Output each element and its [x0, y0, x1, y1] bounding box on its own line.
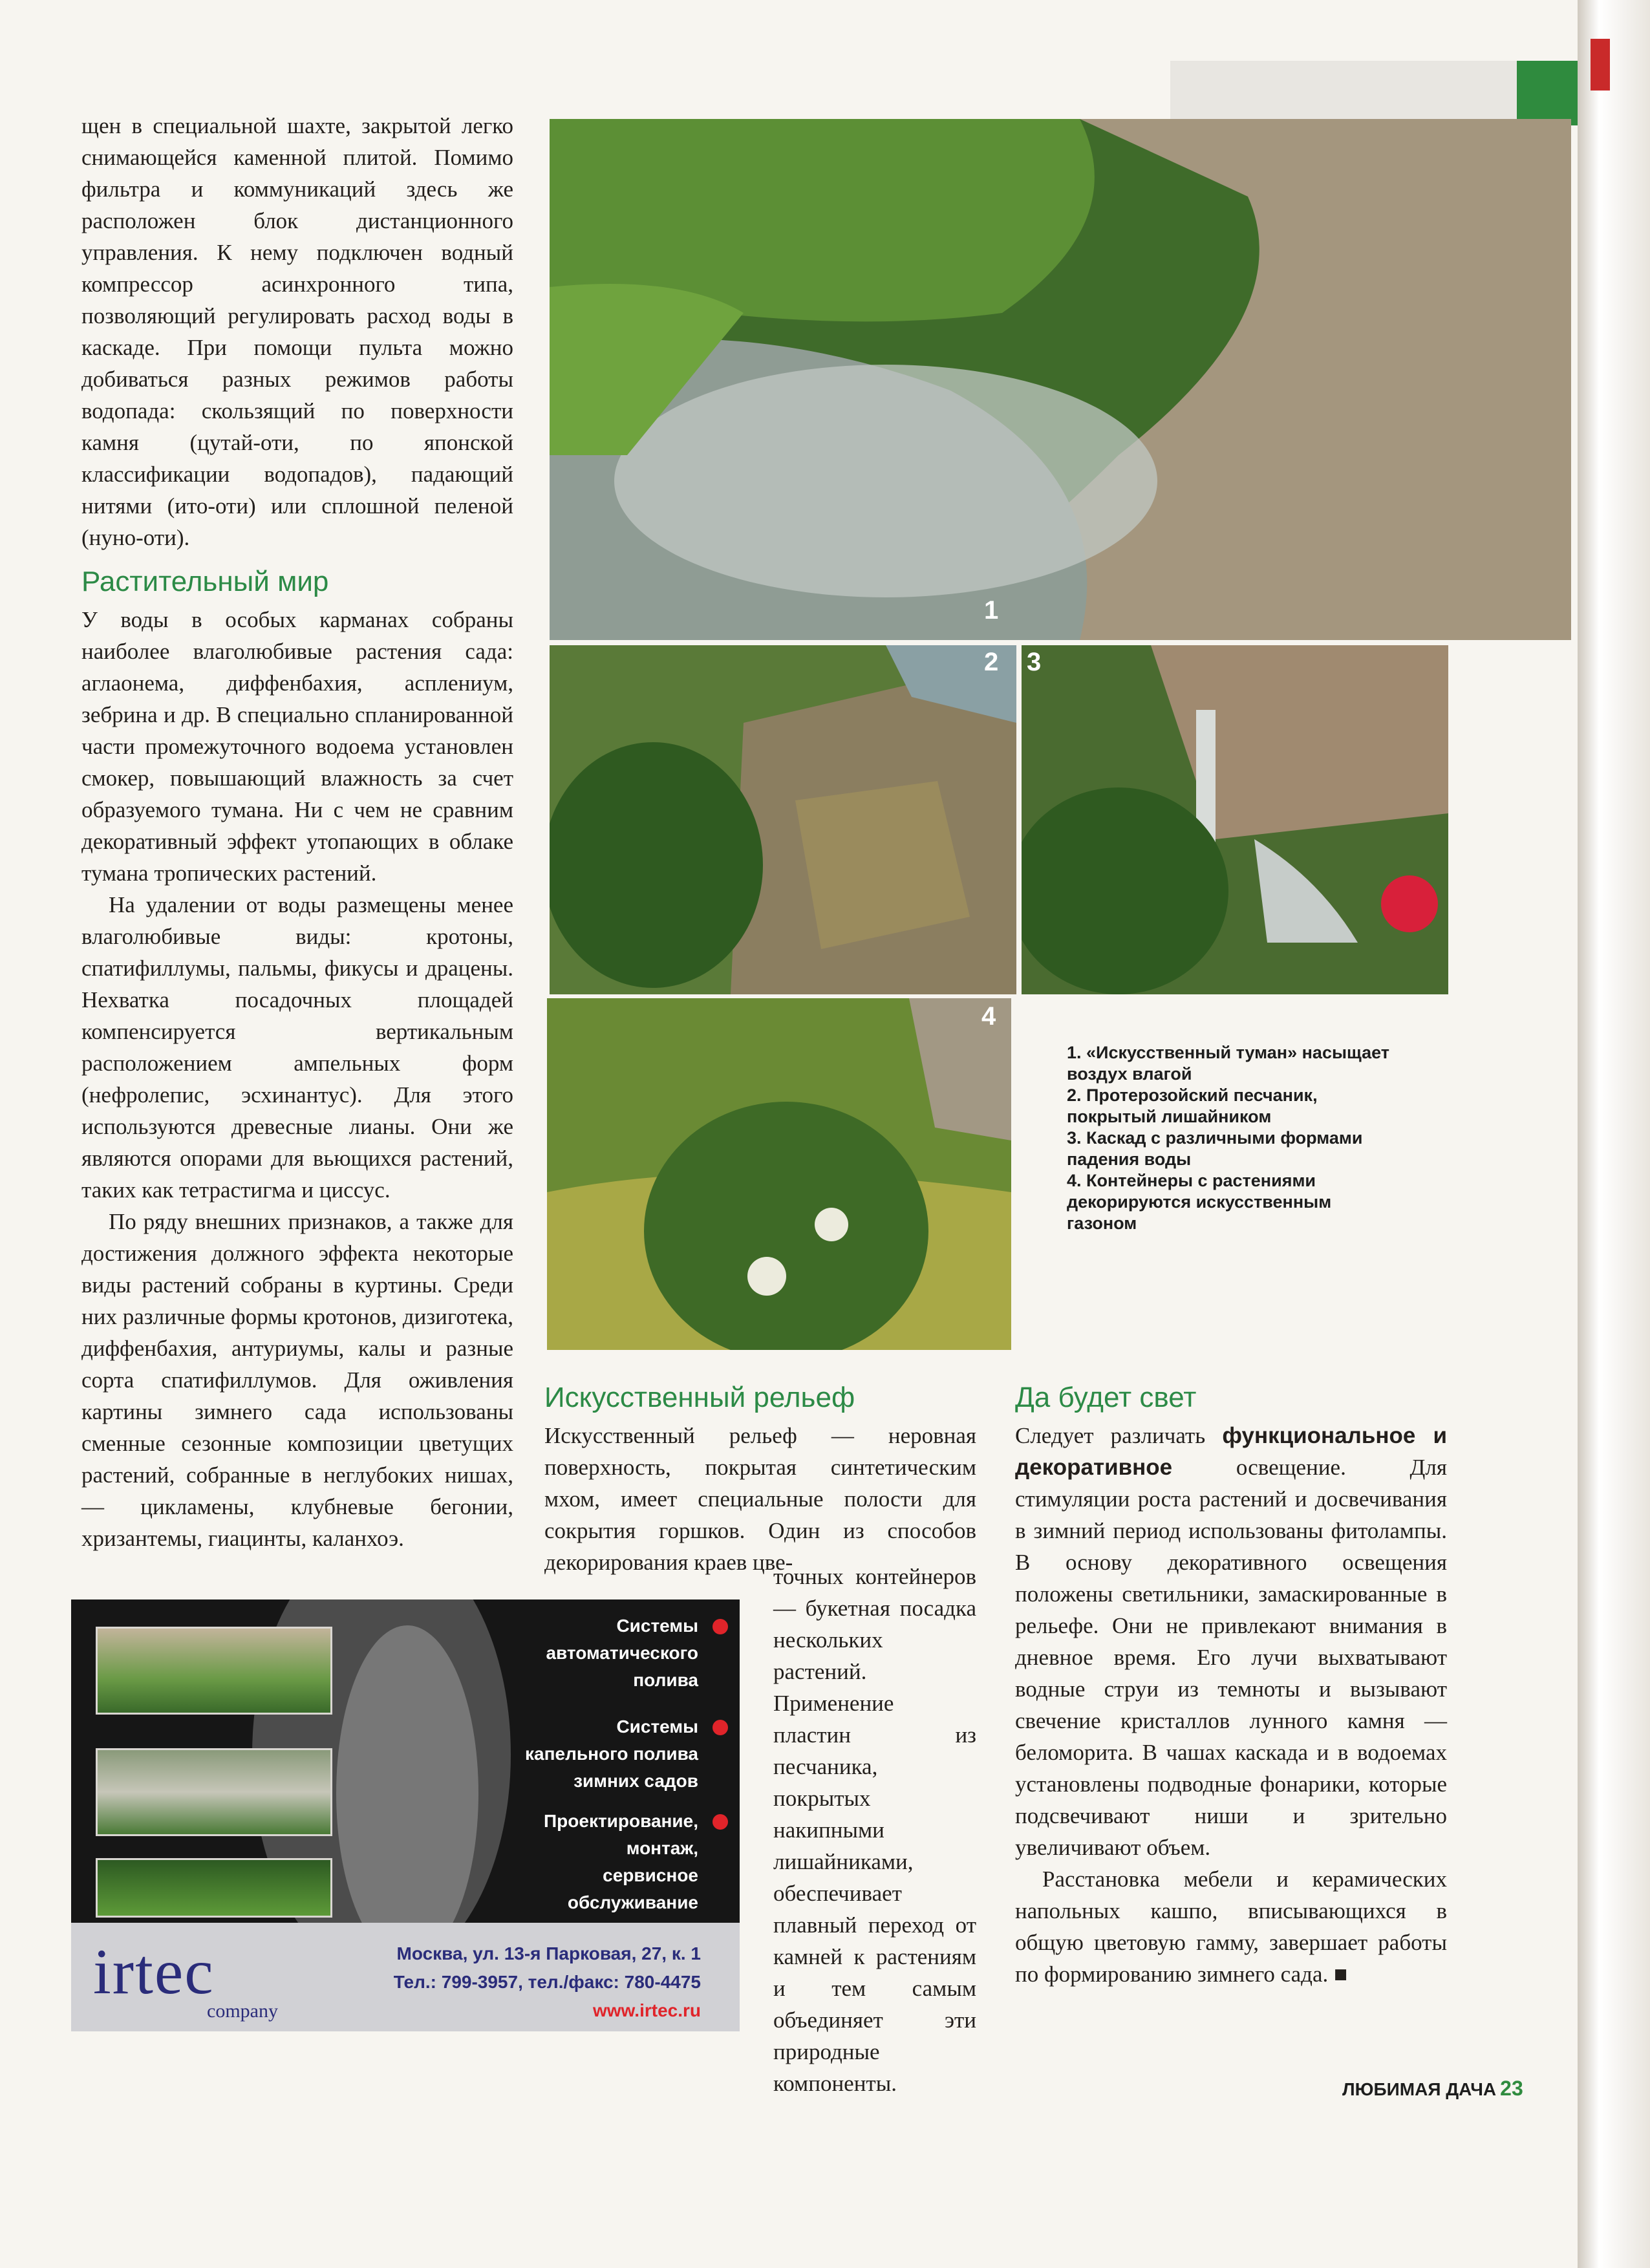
ad-text: сервисное: [603, 1865, 698, 1885]
page-number: 23: [1500, 2077, 1523, 2100]
photo-cascade: [1022, 645, 1448, 994]
photo-number: 4: [981, 1002, 996, 1031]
irtec-advertisement: [71, 1599, 740, 2031]
caption-4: 4. Контейнеры с растениями декорируются искусственным газоном: [1067, 1171, 1332, 1233]
text: Следует различать: [1015, 1423, 1223, 1448]
ad-service-auto-irrigation: [427, 1612, 698, 1694]
paragraph-intro: щен в специальной шахте, закрытой легко снимающейся каменной плитой. Помимо фильтра и коммуникаций здесь же расположен блок дистанционного управления. К нему подключен водный компрессор асинхронного типа, позволяющий регулировать расход воды в каскаде. При помощи пульта можно добиваться разных режимов работы водопада: скользящий по поверхности камня (цутай-оти, по японской классификации водопадов), падающий нитями (ито-оти) или сплошной пеленой (нуно-оти).: [81, 113, 513, 550]
caption-3: 3. Каскад с различными формами падения воды: [1067, 1128, 1363, 1169]
ad-phone: Тел.: 799-3957, тел./факс: 780-4475: [393, 1972, 701, 1992]
ad-photo-lawn: [96, 1858, 332, 1918]
text: освещение. Для стимуляции роста растений и досвечивания в зимний период использованы фитолампы. В основу декоративного освещения положены светильники, замаскированные в рельефе. Они не привлекают внимания в дневное время. Его лучи выхватывают водные струи из темноты и вызывают свечение кристаллов лунного камня — беломорита. В чашах каскада и в водоемах установлены подводные фонарики, которые подсвечивают ниши и зрительно увеличивают объем.: [1015, 1455, 1447, 1860]
photo-cascade-image: [1022, 645, 1448, 994]
magazine-name: ЛЮБИМАЯ ДАЧА: [1342, 2079, 1497, 2099]
ad-text: зимних садов: [573, 1771, 698, 1791]
bullet-dot: [712, 1814, 728, 1830]
ad-address: Москва, ул. 13-я Парковая, 27, к. 1: [396, 1943, 701, 1963]
heading-let-there-be-light: Да будет свет: [1015, 1382, 1197, 1413]
ad-text: автоматического: [546, 1643, 698, 1663]
ad-text: Проектирование,: [544, 1811, 698, 1831]
paragraph: На удалении от воды размещены менее влаголюбивые виды: кротоны, спатифиллумы, пальмы, фикусы и драцены. Нехватка посадочных площадей компенсируется вертикальным расположением ампельных форм (нефролепис, эсхинантус). Для этого используются древесные лианы. Они же являются опорами для вьющихся растений, таких как тетрастигма и циссус.: [81, 892, 513, 1203]
bold-text: функциональное и декоративное: [1015, 1423, 1448, 1480]
paragraph: У воды в особых карманах собраны наиболее влаголюбивые растения сада: аглаонема, диффенбахия, асплениум, зебрина и др. В специально спланированной части промежуточного водоема установлен смокер, повышающий влажность за счет образуемого тумана. Ни с чем не сравним декоративный эффект утопающих в облаке тумана тропических растений.: [81, 607, 513, 886]
paragraph: Искусственный рельеф — неровная поверхность, покрытая синтетическим мхом, имеет специальные полости для сокрытия горшков. Один из способов декорирования краев цве-: [544, 1423, 976, 1575]
paragraph: По ряду внешних признаков, а также для достижения должного эффекта некоторые виды растений собраны в куртины. Среди них различные формы кротонов, дизиготека, диффенбахия, антуриумы, калы и разные сорта спатифиллумов. Для оживления картины зимнего сада использованы сменные сезонные композиции цветущих растений, собранные в неглубоких нишах, — цикламены, клубневые бегонии, хризантемы, гиацинты, каланхоэ.: [81, 1209, 513, 1551]
irtec-logo: irtec: [93, 1936, 215, 2007]
heading-artificial-relief: Искусственный рельеф: [544, 1382, 855, 1413]
caption-2: 2. Протерозойский песчаник, покрытый лишайником: [1067, 1086, 1318, 1126]
ad-text: полива: [633, 1670, 698, 1690]
section-header-accent: [1517, 61, 1578, 125]
page-footer: [1342, 2077, 1523, 2101]
ad-photo-controller: [96, 1748, 332, 1836]
section-header-bar: [1170, 61, 1517, 125]
ad-text: монтаж,: [626, 1838, 698, 1858]
caption-1: 1. «Искусственный туман» насыщает воздух влагой: [1067, 1043, 1390, 1084]
photo-lichen-sandstone-image: [550, 645, 1016, 994]
column-left: [81, 110, 513, 1554]
ad-text: Системы: [616, 1717, 698, 1737]
photo-number: 1: [984, 596, 999, 625]
bullet-dot: [712, 1720, 728, 1735]
photo-number: 2: [984, 648, 999, 676]
paragraph: точных контейнеров — букетная посадка нескольких растений. Применение пластин из песчаника, покрытых накипными лишайниками, обеспечивает плавный переход от камней к растениям и тем самым объединяет эти природные компоненты.: [773, 1564, 976, 2096]
irtec-logo-sub: company: [207, 2000, 278, 2022]
photo-mist-pond: [550, 119, 1571, 640]
ad-website: www.irtec.ru: [592, 2000, 701, 2020]
column-relief-narrow: [773, 1561, 976, 2099]
page-tab-marker: [1591, 39, 1610, 91]
paragraph: [1015, 1420, 1447, 1863]
paragraph: Расстановка мебели и керамических напольных кашпо, вписывающихся в общую цветовую гамму, завершает работы по формированию зимнего сада. ■: [1015, 1867, 1447, 1987]
ad-service-drip-irrigation: [427, 1713, 698, 1795]
photo-mist-pond-image: [550, 119, 1571, 640]
photo-number: 3: [1027, 648, 1042, 676]
heading-plant-world: Растительный мир: [81, 566, 329, 597]
column-light: [1015, 1380, 1447, 1990]
photo-captions: [1067, 1042, 1403, 1234]
ad-service-design: [427, 1808, 698, 1916]
photo-container-planting-image: [547, 998, 1011, 1350]
ad-text: капельного полива: [525, 1744, 698, 1764]
photo-lichen-sandstone: [550, 645, 1016, 994]
column-relief-wide: [544, 1380, 976, 1578]
photo-container-planting: [547, 998, 1011, 1350]
page-edge: [1578, 0, 1650, 2268]
ad-text: обслуживание: [567, 1892, 698, 1912]
ad-text: Системы: [616, 1616, 698, 1636]
ad-photo-house-irrigation: [96, 1627, 332, 1715]
bullet-dot: [712, 1619, 728, 1634]
